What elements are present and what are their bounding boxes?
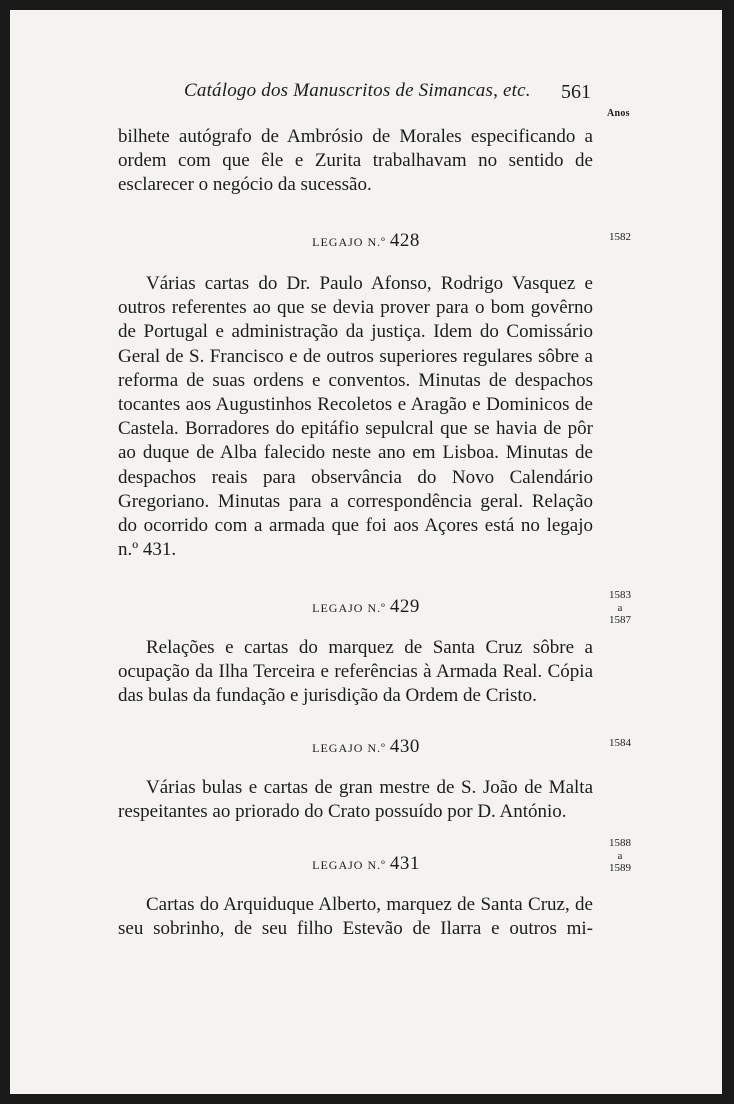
year-value: 1583 xyxy=(609,589,631,601)
legajo-text-430: Várias bulas e cartas de gran mestre de S. João de Malta respeitantes ao priorado do Crato possuído por D. António. xyxy=(118,777,593,823)
legajo-number: 429 xyxy=(389,596,420,617)
legajo-prefix: LEGAJO N.º xyxy=(312,741,386,755)
legajo-prefix: LEGAJO N.º xyxy=(312,235,386,249)
legajo-number: 430 xyxy=(389,736,420,757)
running-title: Catálogo dos Manuscritos de Simancas, etc. xyxy=(184,80,531,101)
book-page xyxy=(10,10,722,1094)
legajo-number: 431 xyxy=(389,853,420,874)
year-value: 1589 xyxy=(609,862,631,874)
year-range-430 xyxy=(596,737,644,750)
year-value: 1587 xyxy=(609,614,631,626)
legajo-prefix: LEGAJO N.º xyxy=(312,601,386,615)
year-connector: a xyxy=(617,601,623,614)
year-connector: a xyxy=(617,849,623,862)
page-number: 561 xyxy=(561,81,591,103)
year-range-429 xyxy=(596,589,644,627)
year-range-428 xyxy=(596,231,644,244)
year-range-431 xyxy=(596,837,644,875)
intro-paragraph: bilhete autógrafo de Ambrósio de Morales especificando a ordem com que êle e Zurita trabalhavam no sentido de esclarecer o negócio da sucessão. xyxy=(118,126,593,196)
legajo-number: 428 xyxy=(389,230,420,251)
legajo-text-431: Cartas do Arquiduque Alberto, marquez de Santa Cruz, de seu sobrinho, de seu filho Estevão de Ilarra e outros mi- xyxy=(118,894,593,940)
year-value: 1582 xyxy=(609,231,631,243)
legajo-prefix: LEGAJO N.º xyxy=(312,858,386,872)
legajo-text-429: Relações e cartas do marquez de Santa Cruz sôbre a ocupação da Ilha Terceira e referências à Armada Real. Cópia das bulas da fundação e jurisdição da Ordem de Cristo. xyxy=(118,637,593,707)
years-margin-label: Anos xyxy=(607,108,630,119)
year-value: 1584 xyxy=(609,737,631,749)
year-value: 1588 xyxy=(609,837,631,849)
legajo-text-428: Várias cartas do Dr. Paulo Afonso, Rodrigo Vasquez e outros referentes ao que se devia prover para o bom govêrno de Portugal e administração da justiça. Idem do Comissário Geral de S. Francisco e de outros superiores regulares sôbre a reforma de suas ordens e conventos. Minutas de despachos tocantes aos Augustinhos Recoletos e Aragão e Dominicos de Castela. Borradores do epitáfio sepulcral que se havia de pôr ao duque de Alba falecido neste ano em Lisboa. Minutas de despachos reais para observância do Novo Calendário Gregoriano. Minutas para a correspondência geral. Relação do ocorrido com a armada que foi aos Açores está no legajo n.º 431. xyxy=(118,273,593,561)
